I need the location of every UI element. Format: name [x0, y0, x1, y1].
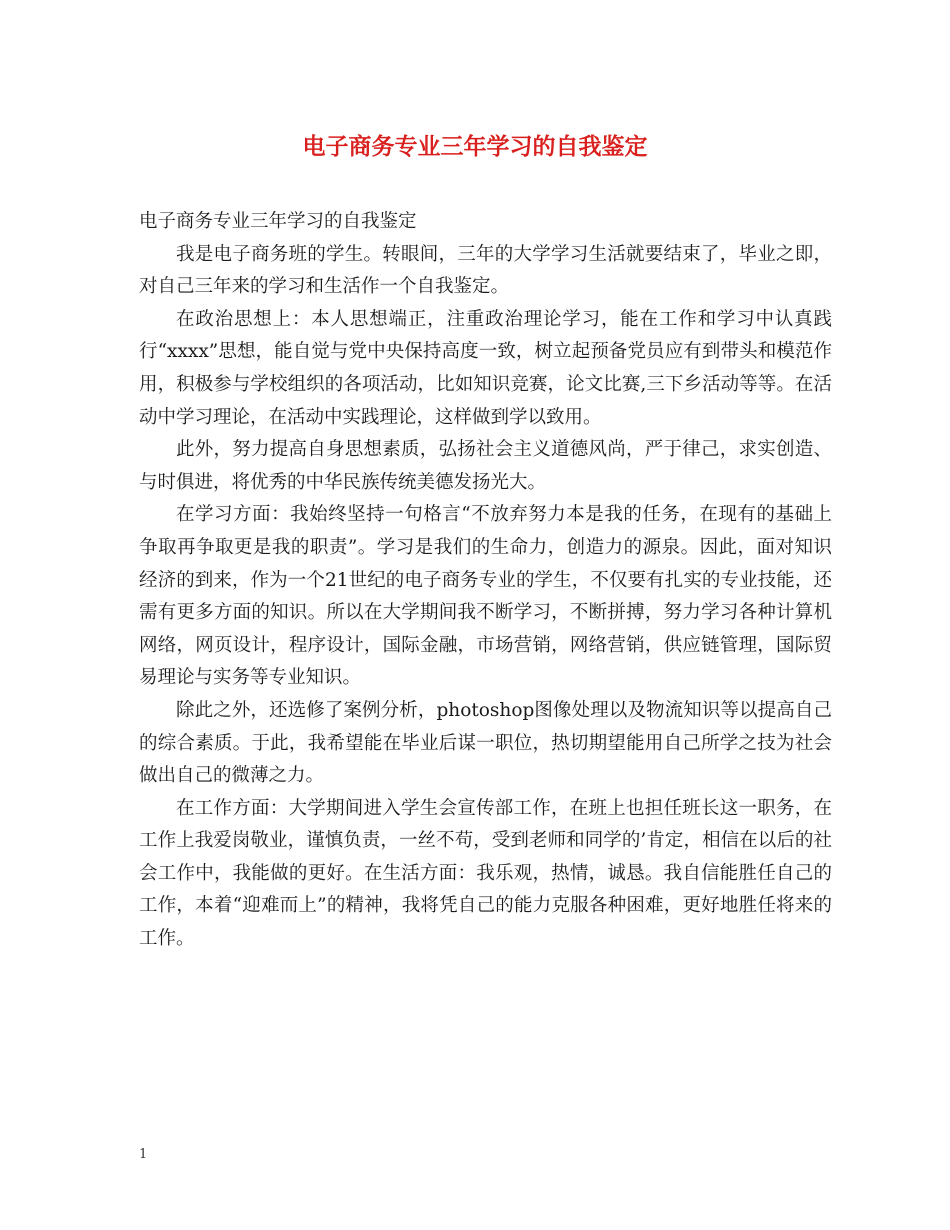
- paragraph-political: 在政治思想上：本人思想端正，注重政治理论学习，能在工作和学习中认真践行“xxxx”思想，能自觉与党中央保持高度一致，树立起预备党员应有到带头和模范作用，积极参与学校组织的各项活动，比如知识竞赛，论文比赛,三下乡活动等等。在活动中学习理论，在活动中实践理论，这样做到学以致用。: [139, 308, 832, 428]
- paragraph-work-life: 在工作方面：大学期间进入学生会宣传部工作，在班上也担任班长这一职务，在工作上我爱岗敬业，谨慎负责，一丝不苟，受到老师和同学的’肯定，相信在以后的社会工作中，我能做的更好。在生活方面：我乐观，热情，诚恳。我自信能胜任自己的工作，本着“迎难而上”的精神，我将凭自己的能力克服各种困难，更好地胜任将来的工作。: [139, 797, 832, 950]
- document-body: [139, 206, 832, 956]
- paragraph-intro: 我是电子商务班的学生。转眼间，三年的大学学习生活就要结束了，毕业之即，对自己三年来的学习和生活作一个自我鉴定。: [139, 243, 832, 298]
- page-number: 1: [139, 1147, 148, 1162]
- paragraph-study: 在学习方面：我始终坚持一句格言“不放弃努力本是我的任务，在现有的基础上争取再争取更是我的职责”。学习是我们的生命力，创造力的源泉。因此，面对知识经济的到来，作为一个21世纪的电子商务专业的学生，不仅要有扎实的专业技能，还需有更多方面的知识。所以在大学期间我不断学习，不断拼搏，努力学习各种计算机网络，网页设计，程序设计，国际金融，市场营销，网络营销，供应链管理，国际贸易理论与实务等专业知识。: [139, 504, 832, 689]
- paragraph-moral: 此外，努力提高自身思想素质，弘扬社会主义道德风尚，严于律己，求实创造、与时俱进，将优秀的中华民族传统美德发扬光大。: [139, 439, 832, 493]
- document-title: 电子商务专业三年学习的自我鉴定: [302, 134, 648, 160]
- paragraph-electives: 除此之外，还选修了案例分析，photoshop图像处理以及物流知识等以提高自己的综合素质。于此，我希望能在毕业后谋一职位，热切期望能用自己所学之技为社会做出自己的微薄之力。: [139, 699, 832, 787]
- document-subtitle: 电子商务专业三年学习的自我鉴定: [139, 211, 417, 232]
